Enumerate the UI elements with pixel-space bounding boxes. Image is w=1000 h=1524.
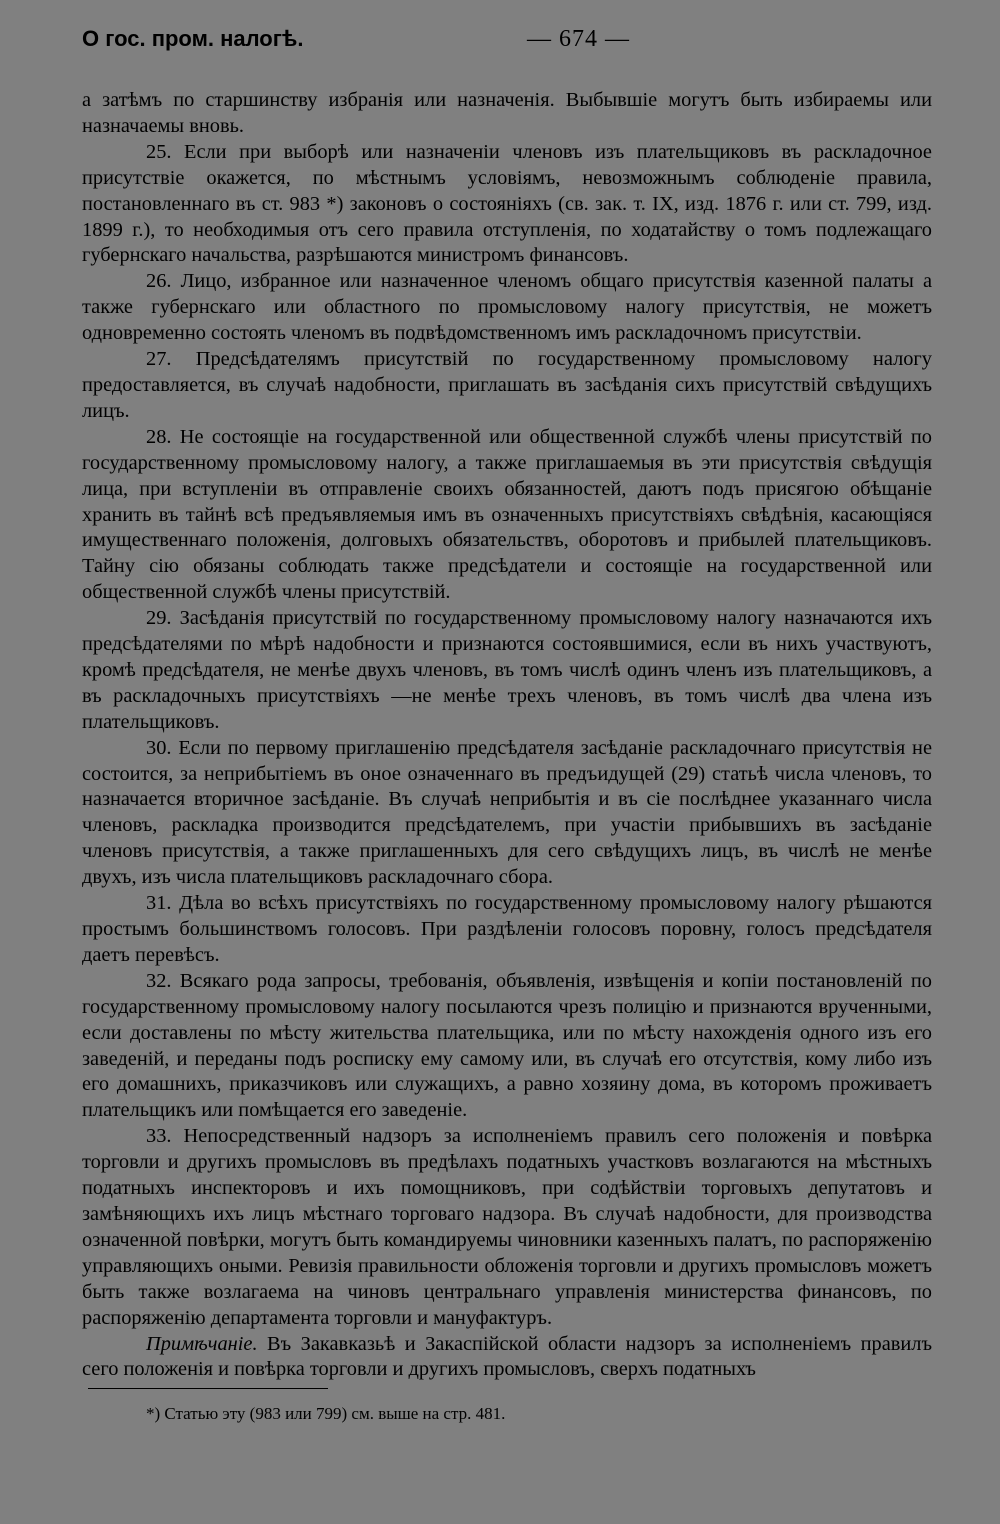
article-28: 28. Не состоящіе на государственной или общественной службѣ члены присутствій по государственному промысловому налогу, а также приглашаемыя въ эти присутствія свѣдущія лица, при вступленіи въ отправленіе своихъ обязанностей, даютъ подъ присягою обѣщаніе хранить въ тайнѣ всѣ предъявляемыя имъ въ означенныхъ присутствіяхъ свѣдѣнія, касающіяся имущественнаго положенія, долговыхъ обязательствъ, оборотовъ и прибылей плательщиковъ. Тайну сію обязаны соблюдать также предсѣдатели и состоящіе на государственной или общественной службѣ члены присутствій. xyxy=(82,425,932,604)
article-32: 32. Всякаго рода запросы, требованія, объявленія, извѣщенія и копіи постановленій по государственному промысловому налогу посылаются чрезъ полицію и признаются врученными, если доставлены по мѣсту жительства плательщика, или по мѣсту нахожденія одного изъ его заведеній, и переданы подъ росписку ему самому или, въ случаѣ его отсутствія, кому либо изъ его домашнихъ, приказчиковъ или служащихъ, а равно хозяину дома, въ которомъ проживаетъ плательщикъ или помѣщается его заведеніе. xyxy=(82,969,932,1122)
note-label: Примѣчаніе. xyxy=(146,1332,258,1355)
body-text xyxy=(82,88,932,1383)
paragraph-continued: а затѣмъ по старшинству избранія или назначенія. Выбывшіе могутъ быть избираемы или назначаемы вновь. xyxy=(82,89,932,137)
footnote: *) Статью эту (983 или 799) см. выше на стр. 481. xyxy=(146,1404,506,1423)
article-31: 31. Дѣла во всѣхъ присутствіяхъ по государственному промысловому налогу рѣшаются простымъ большинствомъ голосовъ. При раздѣленіи голосовъ поровну, голосъ предсѣдателя даетъ перевѣсъ. xyxy=(82,892,932,966)
article-30: 30. Если по первому приглашенію предсѣдателя засѣданіе раскладочнаго присутствія не состоится, за неприбытіемъ въ оное означеннаго въ предъидущей (29) статьѣ числа членовъ, то назначается вторичное засѣданіе. Въ случаѣ неприбытія и въ сіе послѣднее указаннаго числа членовъ, раскладка производится предсѣдателемъ, при участіи прибывшихъ въ засѣданіе членовъ присутствія, а также приглашенныхъ для сего свѣдущихъ лицъ, въ числѣ не менѣе двухъ, изъ числа плательщиковъ раскладочнаго сбора. xyxy=(82,736,932,889)
article-27: 27. Предсѣдателямъ присутствій по государственному промысловому налогу предоставляется, въ случаѣ надобности, приглашать въ засѣданія сихъ присутствій свѣдущихъ лицъ. xyxy=(82,348,932,422)
note-text: Въ Закавказьѣ и Закаспійской области надзоръ за исполненіемъ правилъ сего положенія и повѣрка торговли и другихъ промысловъ, сверхъ податныхъ xyxy=(82,1332,932,1381)
note-paragraph xyxy=(82,1332,932,1384)
article-33: 33. Непосредственный надзоръ за исполненіемъ правилъ сего положенія и повѣрка торговли и другихъ промысловъ въ предѣлахъ податныхъ участковъ возлагаются на мѣстныхъ податныхъ инспекторовъ и ихъ помощниковъ, при содѣйствіи торговыхъ депутатовъ и замѣняющихъ ихъ лицъ мѣстнаго торговаго надзора. Въ случаѣ надобности, для производства означенной повѣрки, могутъ быть командируемы чиновники казенныхъ палатъ, по распоряженію управляющихъ оными. Ревизія правильности обложенія торговли и другихъ промысловъ можетъ быть также возлагаема на чиновъ центральнаго управленія министерства финансовъ, по распоряженію департамента торговли и мануфактуръ. xyxy=(82,1125,932,1329)
page-header xyxy=(82,26,932,60)
page-number: — 674 — xyxy=(527,26,630,52)
article-25: 25. Если при выборѣ или назначеніи членовъ изъ плательщиковъ въ раскладочное присутствіе окажется, по мѣстнымъ условіямъ, невозможнымъ соблюденіе правила, постановленнаго въ ст. 983 *) законовъ о состояніяхъ (св. зак. т. IX, изд. 1876 г. или ст. 799, изд. 1899 г.), то необходимыя отъ сего правила отступленія, по ходатайству о томъ подлежащаго губернскаго начальства, разрѣшаются министромъ финансовъ. xyxy=(82,140,932,267)
article-29: 29. Засѣданія присутствій по государственному промысловому налогу назначаются ихъ предсѣдателями по мѣрѣ надобности и признаются состоявшимися, если въ нихъ участвуютъ, кромѣ предсѣдателя, не менѣе двухъ членовъ, въ томъ числѣ одинъ членъ изъ плательщиковъ, а въ раскладочныхъ присутствіяхъ —не менѣе трехъ членовъ, въ томъ числѣ два члена изъ плательщиковъ. xyxy=(82,607,932,733)
footnote-rule xyxy=(88,1388,328,1389)
article-26: 26. Лицо, избранное или назначенное членомъ общаго присутствія казенной палаты а также губернскаго или областного по промысловому налогу присутствія, не можетъ одновременно состоять членомъ въ подвѣдомственномъ имъ раскладочномъ присутствіи. xyxy=(82,270,932,345)
running-title: О гос. пром. налогѣ. xyxy=(82,26,304,51)
